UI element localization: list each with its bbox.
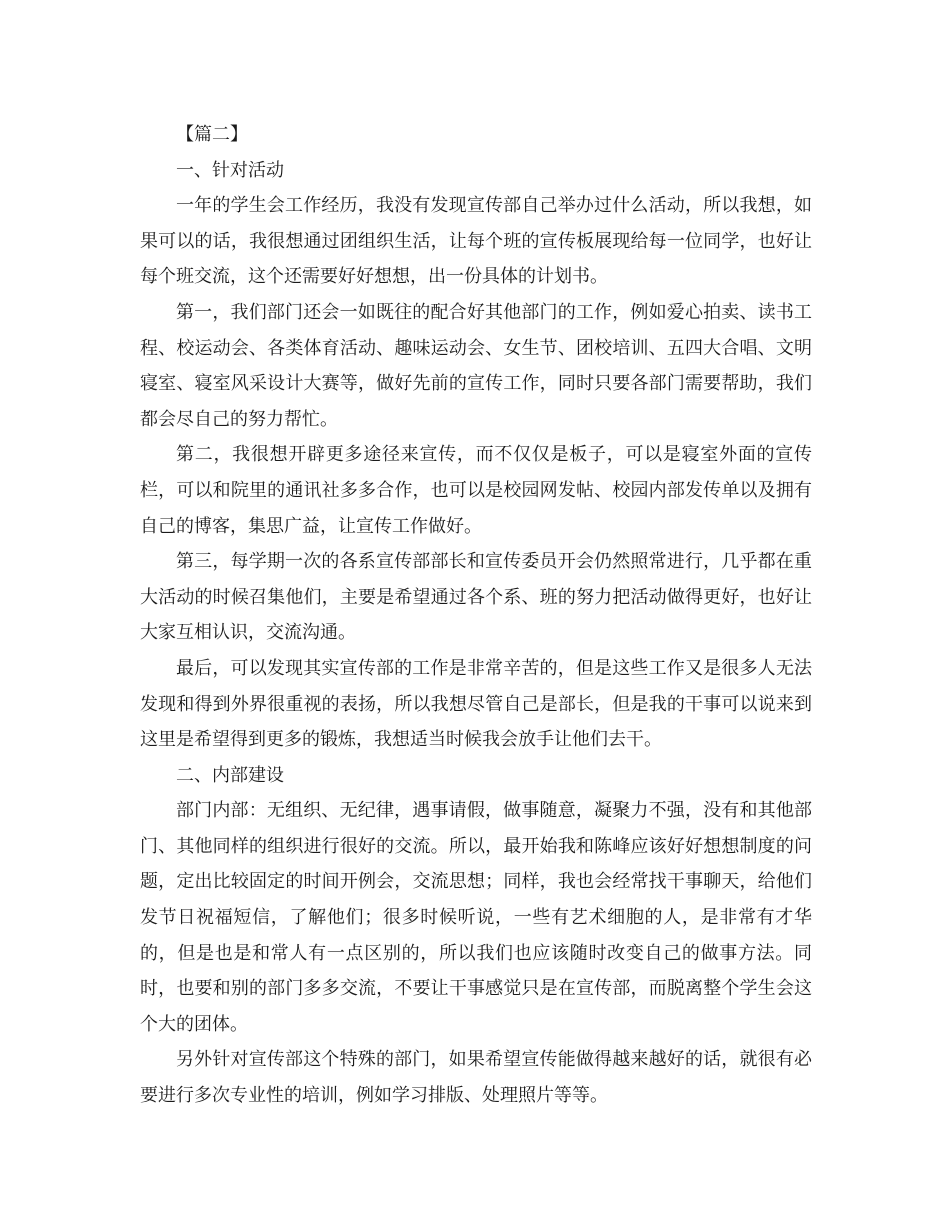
paragraph-finally: 最后，可以发现其实宣传部的工作是非常辛苦的，但是这些工作又是很多人无法发现和得到外界很重视的表扬，所以我想尽管自己是部长，但是我的干事可以说来到这里是希望得到更多的锻炼，我想适当时候我会放手让他们去干。 xyxy=(140,657,812,751)
heading-internal: 二、内部建设 xyxy=(176,764,284,786)
paragraph-second: 第二，我很想开辟更多途径来宣传，而不仅仅是板子，可以是寝室外面的宣传栏，可以和院里的通讯社多多合作，也可以是校园网发帖、校园内部发传单以及拥有自己的博客，集思广益，让宣传工作做好。 xyxy=(140,444,812,537)
paragraph-third: 第三，每学期一次的各系宣传部部长和宣传委员开会仍然照常进行，几乎都在重大活动的时候召集他们，主要是希望通过各个系、班的努力把活动做得更好，也好让大家互相认识，交流沟通。 xyxy=(140,551,812,644)
paragraph-intro: 一年的学生会工作经历，我没有发现宣传部自己举办过什么活动，所以我想，如果可以的话，我很想通过团组织生活，让每个班的宣传板展现给每一位同学，也好让每个班交流，这个还需要好好想想，出一份具体的计划书。 xyxy=(140,195,812,288)
paragraph-first: 第一，我们部门还会一如既往的配合好其他部门的工作，例如爱心拍卖、读书工程、校运动会、各类体育活动、趣味运动会、女生节、团校培训、五四大合唱、文明寝室、寝室风采设计大赛等，做好先前的宣传工作，同时只要各部门需要帮助，我们都会尽自己的努力帮忙。 xyxy=(140,301,812,430)
paragraph-training: 另外针对宣传部这个特殊的部门，如果希望宣传能做得越来越好的话，就很有必要进行多次专业性的培训，例如学习排版、处理照片等等。 xyxy=(140,1049,812,1107)
heading-activities: 一、针对活动 xyxy=(176,159,284,181)
document-body xyxy=(140,117,812,1114)
paragraph-internal: 部门内部：无组织、无纪律，遇事请假，做事随意，凝聚力不强，没有和其他部门、其他同样的组织进行很好的交流。所以，最开始我和陈峰应该好好想想制度的问题，定出比较固定的时间开例会，交流思想；同样，我也会经常找干事聊天，给他们发节日祝福短信，了解他们；很多时候听说，一些有艺术细胞的人，是非常有才华的，但是也是和常人有一点区别的，所以我们也应该随时改变自己的做事方法。同时，也要和别的部门多多交流，不要让干事感觉只是在宣传部，而脱离整个学生会这个大的团体。 xyxy=(140,800,812,1035)
section-marker: 【篇二】 xyxy=(176,124,248,145)
